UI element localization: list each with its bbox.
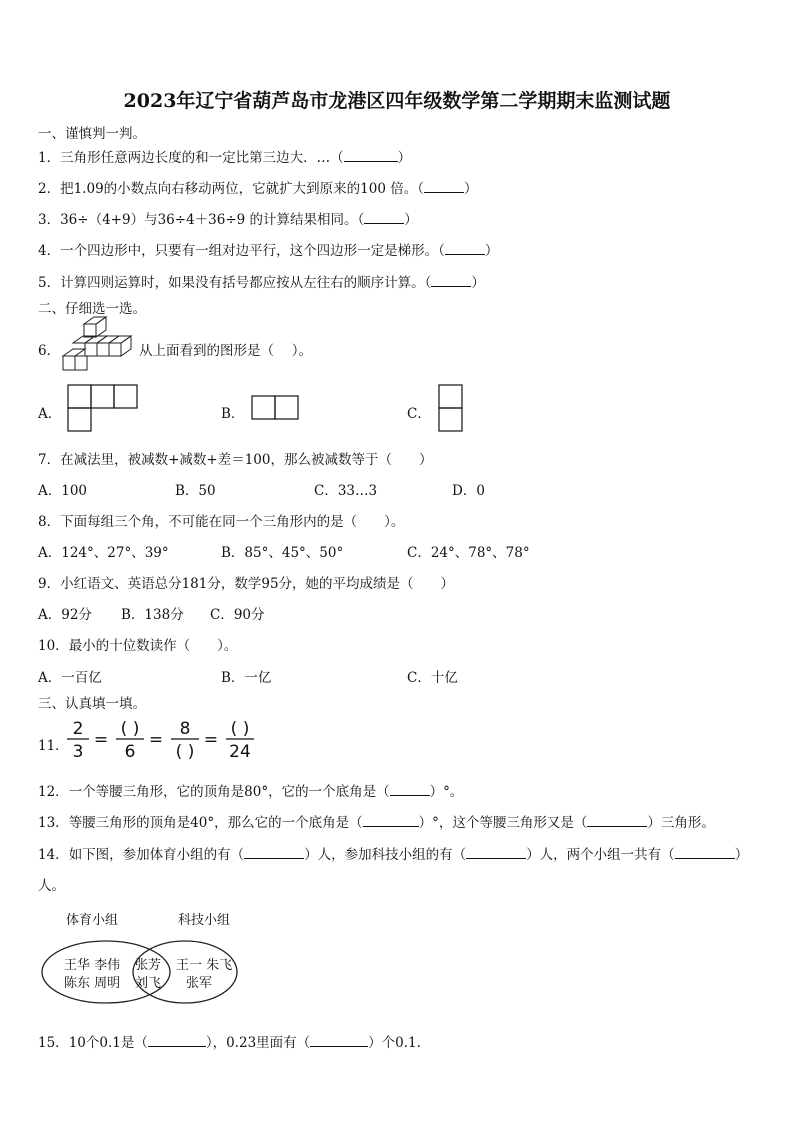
tech-only-names-row1: 王一 朱飞 — [176, 958, 233, 973]
option-10a[interactable]: A．一百亿 — [38, 670, 102, 686]
question-text: 计算四则运算时，如果没有括号都应按从左往右的顺序计算。（ — [60, 275, 432, 291]
question-9 — [38, 572, 454, 592]
option-8b[interactable]: B．85°、45°、50° — [221, 545, 344, 561]
option-8c[interactable]: C．24°、78°、78° — [407, 545, 530, 561]
question-4 — [38, 239, 498, 259]
question-text-mid: ）°，这个等腰三角形又是（ — [418, 815, 588, 831]
question-2 — [38, 177, 477, 197]
question-number: 13． — [38, 815, 69, 831]
option-10b[interactable]: B．一亿 — [221, 670, 272, 686]
question-number: 14． — [38, 847, 69, 863]
answer-blank[interactable] — [466, 857, 526, 859]
answer-blank[interactable] — [390, 794, 430, 796]
question-5 — [38, 271, 485, 291]
question-number: 1． — [38, 150, 61, 166]
question-text: 把1.09的小数点向右移动两位，它就扩大到原来的100 倍。（ — [60, 181, 424, 197]
question-number: 7． — [38, 452, 61, 468]
question-number: 15． — [38, 1035, 69, 1051]
question-11-number: 11． — [38, 738, 69, 754]
question-number: 10． — [38, 638, 69, 654]
tech-only-names-row2: 张军 — [186, 976, 213, 991]
option-10c[interactable]: C．十亿 — [407, 670, 458, 686]
question-text: 下面每组三个角，不可能在同一个三角形内的是（ ）。 — [60, 514, 405, 530]
question-text: 36÷（4+9）与36÷4＋36÷9 的计算结果相同。（ — [60, 212, 365, 228]
option-6a-label[interactable]: A． — [38, 406, 62, 422]
question-text: 10个0.1是（ — [68, 1035, 148, 1051]
option-9c[interactable]: C．90分 — [210, 607, 265, 623]
option-6c-label[interactable]: C． — [407, 406, 431, 422]
question-text-mid: ），0.23里面有（ — [205, 1035, 311, 1051]
question-7 — [38, 448, 432, 468]
option-6b-label[interactable]: B． — [221, 406, 245, 422]
answer-blank[interactable] — [424, 191, 464, 193]
question-1 — [38, 146, 411, 166]
question-text: 最小的十位数读作（ ）。 — [68, 638, 238, 654]
question-text: 小红语文、英语总分181分，数学95分，她的平均成绩是（ ） — [60, 576, 455, 592]
answer-blank[interactable] — [148, 1045, 206, 1047]
question-10 — [38, 634, 237, 654]
question-text-end: ） — [404, 212, 418, 228]
fraction-2-numerator: ( ) — [120, 719, 140, 739]
option-7d[interactable]: D．0 — [452, 483, 485, 499]
question-text: 如下图，参加体育小组的有（ — [68, 847, 245, 863]
question-14 — [38, 843, 748, 863]
question-text-end: ） — [484, 243, 499, 259]
question-text: 等腰三角形的顶角是40°，那么它的一个底角是（ — [68, 815, 363, 831]
answer-blank[interactable] — [244, 857, 304, 859]
option-9b[interactable]: B．138分 — [121, 607, 184, 623]
section-heading-choose: 二、仔细选一选。 — [38, 301, 146, 317]
question-number: 4． — [38, 243, 61, 259]
question-text: 一个等腰三角形，它的顶角是80°，它的一个底角是（ — [68, 784, 390, 800]
section-heading-fill: 三、认真填一填。 — [38, 696, 146, 712]
option-8a[interactable]: A．124°、27°、39° — [38, 545, 169, 561]
answer-blank[interactable] — [431, 285, 471, 287]
page-title: 2023年辽宁省葫芦岛市龙港区四年级数学第二学期期末监测试题 — [123, 90, 671, 112]
option-6c-figure[interactable] — [438, 384, 464, 434]
question-number: 12． — [38, 784, 69, 800]
equals-sign: = — [148, 730, 164, 750]
question-12 — [38, 780, 463, 800]
both-groups-names-row1: 张芳 — [135, 958, 162, 973]
section-heading-judge: 一、谨慎判一判。 — [38, 126, 146, 142]
question-15 — [38, 1031, 421, 1051]
fraction-equation — [64, 716, 264, 764]
answer-blank[interactable] — [363, 825, 419, 827]
option-6a-figure[interactable] — [67, 384, 139, 432]
answer-blank[interactable] — [587, 825, 647, 827]
question-text: 一个四边形中，只要有一组对边平行，这个四边形一定是梯形。（ — [60, 243, 445, 259]
question-6-text: 从上面看到的图形是（ ）。 — [139, 343, 313, 359]
question-8 — [38, 510, 404, 530]
question-13 — [38, 811, 715, 831]
question-text: 三角形任意两边长度的和一定比第三边大．…（ — [60, 150, 344, 166]
sports-only-names-row2: 陈东 周明 — [64, 976, 121, 991]
cube-stack-figure — [60, 314, 140, 374]
option-9a[interactable]: A．92分 — [38, 607, 92, 623]
question-number: 3． — [38, 212, 61, 228]
fraction-4-numerator: ( ) — [230, 719, 250, 739]
venn-diagram — [38, 906, 258, 1006]
question-number: 9． — [38, 576, 61, 592]
question-text-mid: ）人，两个小组一共有（ — [526, 847, 675, 863]
answer-blank[interactable] — [310, 1045, 368, 1047]
fraction-3-denominator: ( ) — [175, 742, 195, 762]
option-7a[interactable]: A．100 — [38, 483, 88, 499]
answer-blank[interactable] — [364, 222, 404, 224]
question-number: 5． — [38, 275, 61, 291]
question-6-number: 6． — [38, 343, 61, 359]
fraction-1-denominator: 3 — [72, 742, 84, 762]
fraction-4-denominator: 24 — [229, 742, 251, 762]
equals-sign: = — [203, 730, 219, 750]
fraction-3-numerator: 8 — [179, 719, 191, 739]
fraction-1-numerator: 2 — [72, 719, 84, 739]
answer-blank[interactable] — [344, 160, 398, 162]
question-text-end: ）三角形。 — [647, 815, 715, 831]
answer-blank[interactable] — [445, 253, 485, 255]
question-3 — [38, 208, 418, 228]
question-14-continued: 人。 — [38, 878, 65, 894]
question-text-end: ）°。 — [429, 784, 464, 800]
option-7b[interactable]: B．50 — [175, 483, 216, 499]
question-number: 8． — [38, 514, 61, 530]
question-text-end: ） — [471, 275, 485, 291]
sports-group-label: 体育小组 — [66, 913, 119, 928]
question-text: 在减法里，被减数+减数+差＝100，那么被减数等于（ ） — [60, 452, 433, 468]
tech-group-label: 科技小组 — [178, 913, 231, 928]
answer-blank[interactable] — [675, 857, 735, 859]
question-text-end: ） — [397, 150, 412, 166]
both-groups-names-row2: 刘飞 — [135, 976, 162, 991]
question-text-mid: ）人，参加科技小组的有（ — [304, 847, 467, 863]
option-7c[interactable]: C．33…3 — [314, 483, 378, 499]
question-number: 2． — [38, 181, 61, 197]
question-text-end: ） — [734, 847, 749, 863]
sports-only-names-row1: 王华 李伟 — [64, 958, 121, 973]
equals-sign: = — [93, 730, 109, 750]
fraction-2-denominator: 6 — [124, 742, 136, 762]
question-text-end: ） — [463, 181, 478, 197]
question-text-end: ）个0.1. — [368, 1035, 421, 1051]
option-6b-figure[interactable] — [251, 395, 301, 421]
